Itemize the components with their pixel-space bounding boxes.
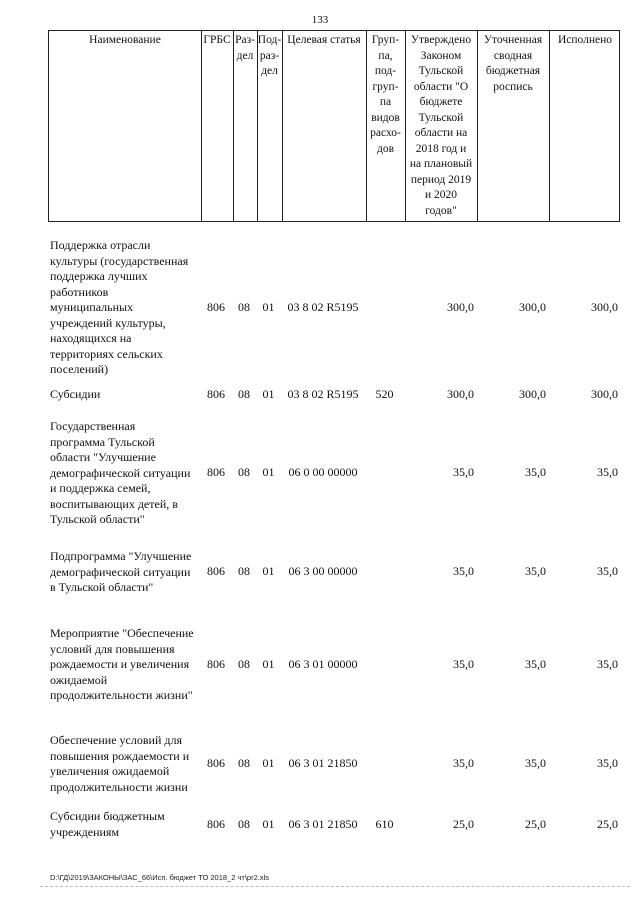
cell-approved: 35,0 (453, 465, 474, 479)
cell-razdel: 08 (238, 817, 250, 831)
row-name-line: области "Улучшение (50, 450, 156, 464)
cell-grbs: 806 (207, 564, 225, 578)
cell-executed: 300,0 (591, 300, 618, 314)
row-name-line: находящихся на (50, 331, 132, 345)
row-name-line: учреждениям (50, 824, 120, 839)
row-name-line: Мероприятие "Обеспечение (50, 626, 194, 640)
header-line: раз- (259, 49, 280, 62)
cell-executed: 35,0 (597, 756, 618, 770)
cell-podrazdel: 01 (262, 564, 275, 578)
cell-razdel: 08 (238, 300, 250, 314)
cell-group: 610 (375, 817, 394, 831)
column-divider (201, 31, 202, 221)
header-grbs: ГРБС (203, 34, 231, 46)
header-refined (477, 33, 549, 95)
column-divider (282, 31, 283, 221)
cell-refined: 300,0 (519, 387, 546, 401)
row-name-line: поддержка лучших (50, 269, 148, 283)
header-line: 2018 год и (415, 142, 467, 155)
cell-executed: 35,0 (597, 465, 618, 479)
cell-target: 03 8 02 R5195 (287, 387, 359, 401)
cell-razdel: 08 (238, 387, 250, 401)
header-line: дел (261, 65, 278, 77)
cell-approved: 35,0 (453, 657, 474, 671)
header-line: области на (414, 127, 468, 139)
cell-razdel: 08 (238, 465, 250, 479)
cell-grbs: 806 (207, 756, 225, 770)
row-name (50, 387, 200, 403)
header-executed: Исполнено (557, 34, 613, 46)
page-number: 133 (311, 14, 329, 26)
header-line: под- (374, 65, 397, 77)
row-name-line: продолжительности жизни (50, 779, 188, 794)
header-approved (405, 33, 477, 219)
row-name-line: муниципальных (50, 300, 134, 314)
cell-grbs: 806 (207, 300, 225, 314)
cell-approved: 25,0 (453, 817, 474, 831)
header-line: Раз- (235, 34, 255, 46)
row-name (50, 626, 200, 704)
row-name-line: повышения рождаемости и (50, 748, 190, 763)
cell-podrazdel: 01 (262, 657, 275, 671)
row-name-line: Тульской области" (50, 512, 145, 526)
header-name: Наименование (89, 34, 161, 46)
row-name (50, 809, 200, 840)
cell-podrazdel: 01 (262, 387, 275, 401)
row-name-line: Поддержка отрасли (50, 238, 151, 252)
cell-executed: 25,0 (597, 817, 618, 831)
row-name-line: в Тульской области" (50, 580, 154, 594)
file-path-footer: D:\ГД\2019\ЗАКОНЫ\ЗАС_66\Исп. бюджет ТО 2018_2 чт\pr2.xls (50, 873, 269, 882)
header-line: па, (378, 49, 393, 62)
cell-group: 520 (375, 387, 394, 401)
cell-target: 06 3 01 21850 (288, 756, 358, 770)
row-name-line: поселений) (50, 362, 109, 376)
cell-razdel: 08 (238, 756, 250, 770)
row-name-line: территориях сельских (50, 346, 163, 361)
row-name-line: работников (50, 284, 109, 299)
row-name-line: Государственная (50, 419, 136, 433)
header-line: Уточненная (483, 34, 543, 46)
row-name-line: и поддержка семей, (50, 481, 151, 495)
header-line: бюджете (419, 96, 463, 108)
row-name (50, 238, 200, 378)
header-line: Груп- (371, 34, 400, 46)
cell-grbs: 806 (207, 465, 225, 479)
cell-razdel: 08 (238, 564, 250, 578)
header-line: дел (236, 49, 254, 62)
cell-target: 06 3 01 21850 (288, 817, 358, 831)
row-name-line: учреждений культуры, (50, 315, 166, 330)
row-name-line: Подпрограмма "Улучшение (50, 549, 192, 563)
header-line: расхо- (370, 127, 401, 139)
header-line: Тульской (418, 65, 464, 77)
cell-executed: 35,0 (597, 564, 618, 578)
row-name-line: увеличения ожидаемой (50, 764, 170, 778)
cell-grbs: 806 (207, 657, 225, 671)
cell-refined: 300,0 (519, 300, 546, 314)
header-line: области "О (413, 80, 469, 93)
header-podrazdel (257, 33, 282, 80)
cell-refined: 25,0 (525, 817, 546, 831)
cell-approved: 35,0 (453, 756, 474, 770)
header-line: груп- (372, 80, 399, 93)
header-line: годов" (425, 204, 457, 217)
row-name-line: ожидаемой (50, 672, 108, 687)
row-name-line: воспитывающих детей, в (50, 496, 178, 511)
header-line: Утверждено (410, 34, 472, 46)
row-name (50, 419, 200, 528)
header-razdel (233, 33, 257, 64)
header-line: период 2019 (410, 173, 472, 186)
cell-podrazdel: 01 (262, 817, 275, 831)
header-line: и 2020 (424, 189, 458, 201)
cell-podrazdel: 01 (262, 465, 275, 479)
cell-podrazdel: 01 (262, 756, 275, 770)
footer-divider (40, 886, 630, 887)
table-header (48, 30, 620, 222)
cell-executed: 35,0 (597, 657, 618, 671)
row-name-line: условий для повышения (50, 641, 175, 656)
cell-executed: 300,0 (591, 387, 618, 401)
row-name-line: Субсидии (50, 387, 101, 401)
row-name-line: демографической ситуации (50, 465, 191, 480)
header-line: Под- (257, 34, 282, 46)
header-line: бюджетная (485, 65, 541, 77)
header-target: Целевая статья (287, 34, 361, 46)
cell-approved: 300,0 (447, 300, 474, 314)
cell-grbs: 806 (207, 817, 225, 831)
cell-target: 06 0 00 00000 (288, 465, 358, 479)
cell-grbs: 806 (207, 387, 225, 401)
cell-refined: 35,0 (525, 756, 546, 770)
header-line: сводная (493, 49, 533, 62)
cell-target: 06 3 00 00000 (288, 564, 358, 578)
row-name (50, 549, 200, 596)
cell-target: 03 8 02 R5195 (287, 300, 359, 314)
row-name-line: Обеспечение условий для (50, 733, 182, 747)
row-name-line: рождаемости и увеличения (50, 657, 190, 671)
cell-refined: 35,0 (525, 657, 546, 671)
cell-razdel: 08 (238, 657, 250, 671)
cell-refined: 35,0 (525, 465, 546, 479)
row-name-line: Субсидии бюджетным (50, 809, 165, 823)
row-name (50, 733, 200, 795)
header-line: на плановый (409, 158, 473, 170)
row-name-line: культуры (государственная (50, 253, 189, 268)
row-name-line: программа Тульской (50, 434, 155, 449)
cell-podrazdel: 01 (262, 300, 275, 314)
cell-approved: 300,0 (447, 387, 474, 401)
cell-target: 06 3 01 00000 (288, 657, 358, 671)
header-group (366, 33, 405, 157)
column-divider (549, 31, 550, 221)
header-line: Тульской (418, 111, 464, 124)
header-line: Законом (420, 49, 462, 62)
row-name-line: демографической ситуации (50, 564, 191, 579)
row-name-line: продолжительности жизни" (50, 688, 193, 702)
header-line: дов (376, 142, 395, 155)
header-line: роспись (493, 80, 533, 93)
cell-refined: 35,0 (525, 564, 546, 578)
cell-approved: 35,0 (453, 564, 474, 578)
header-line: видов (371, 111, 400, 124)
header-line: па (379, 96, 392, 108)
